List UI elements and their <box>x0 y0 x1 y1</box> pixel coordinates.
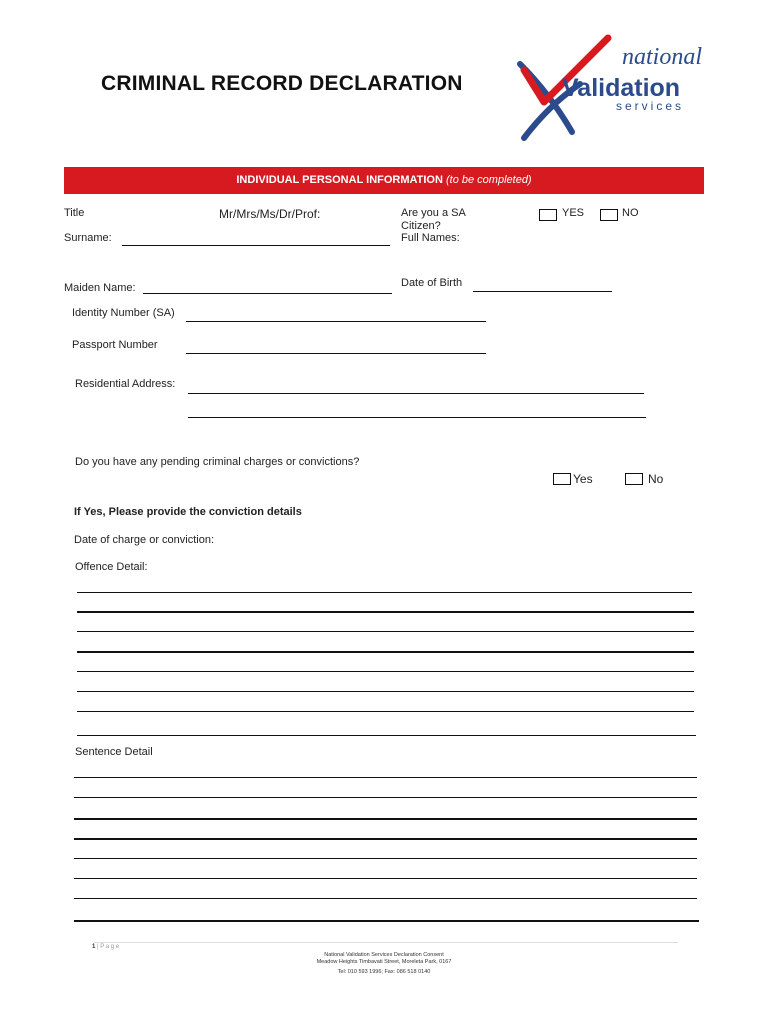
footer-line-1: National Validation Services Declaration Consent <box>324 952 444 958</box>
offence-line[interactable] <box>77 651 694 653</box>
sentence-line[interactable] <box>74 818 697 820</box>
footer-line-3: Tel: 010 593 1996; Fax: 086 518 0140 <box>337 969 431 975</box>
sentence-line[interactable] <box>74 838 697 840</box>
banner-note: (to be completed) <box>446 174 532 186</box>
maiden-name-label: Maiden Name: <box>64 282 136 294</box>
sa-citizen-no-label: NO <box>622 207 639 219</box>
company-logo <box>510 34 710 144</box>
offence-line[interactable] <box>77 611 694 613</box>
sa-citizen-question-1: Are you a SA <box>401 207 466 219</box>
sentence-line[interactable] <box>74 898 697 899</box>
logo-word-services: services <box>616 99 685 113</box>
banner-title: INDIVIDUAL PERSONAL INFORMATION <box>236 174 443 186</box>
sentence-detail-label: Sentence Detail <box>75 746 153 758</box>
surname-label: Surname: <box>64 232 112 244</box>
sentence-line[interactable] <box>74 858 697 859</box>
offence-line[interactable] <box>77 711 694 712</box>
criminal-no-label: No <box>648 472 664 486</box>
sentence-line[interactable] <box>74 878 697 879</box>
criminal-no-checkbox[interactable] <box>625 473 643 485</box>
page-number: 1 | P a g e <box>92 944 120 950</box>
sentence-line[interactable] <box>74 797 697 798</box>
criminal-yes-checkbox[interactable] <box>553 473 571 485</box>
document-title: CRIMINAL RECORD DECLARATION <box>101 72 463 95</box>
maiden-name-field[interactable] <box>143 293 392 294</box>
sa-citizen-question-2: Citizen? <box>401 220 441 232</box>
offence-line[interactable] <box>77 691 694 692</box>
footer-divider <box>94 942 678 943</box>
footer-line-2: Meadow Heights Timbavati Street, Moreleta Park, 0167 <box>316 959 452 965</box>
offence-line[interactable] <box>77 631 694 632</box>
title-options: Mr/Mrs/Ms/Dr/Prof: <box>219 207 321 221</box>
passport-field[interactable] <box>186 353 486 354</box>
full-names-label: Full Names: <box>401 232 460 244</box>
passport-label: Passport Number <box>72 339 158 351</box>
dob-field[interactable] <box>473 291 612 292</box>
address-field-line-2[interactable] <box>188 417 646 418</box>
section-banner <box>64 167 704 194</box>
offence-line[interactable] <box>77 671 694 672</box>
dob-label: Date of Birth <box>401 277 463 289</box>
offence-line[interactable] <box>77 592 692 593</box>
logo-word-validation: Validation <box>562 74 681 102</box>
sentence-line[interactable] <box>74 920 699 922</box>
surname-field[interactable] <box>122 245 390 246</box>
logo-word-national: national <box>622 44 703 70</box>
title-label: Title <box>64 207 85 219</box>
sentence-line[interactable] <box>74 777 697 778</box>
conviction-details-heading: If Yes, Please provide the conviction details <box>74 506 302 518</box>
offence-line[interactable] <box>77 735 696 736</box>
sa-citizen-yes-label: YES <box>562 207 585 219</box>
criminal-yes-label: Yes <box>573 472 593 486</box>
charge-date-label: Date of charge or conviction: <box>74 534 215 546</box>
sa-citizen-no-checkbox[interactable] <box>600 209 618 221</box>
id-number-label: Identity Number (SA) <box>72 307 175 319</box>
address-label: Residential Address: <box>75 378 176 390</box>
id-number-field[interactable] <box>186 321 486 322</box>
offence-detail-label: Offence Detail: <box>75 561 148 573</box>
sa-citizen-yes-checkbox[interactable] <box>539 209 557 221</box>
criminal-question: Do you have any pending criminal charges or convictions? <box>75 456 360 468</box>
address-field-line-1[interactable] <box>188 393 644 394</box>
